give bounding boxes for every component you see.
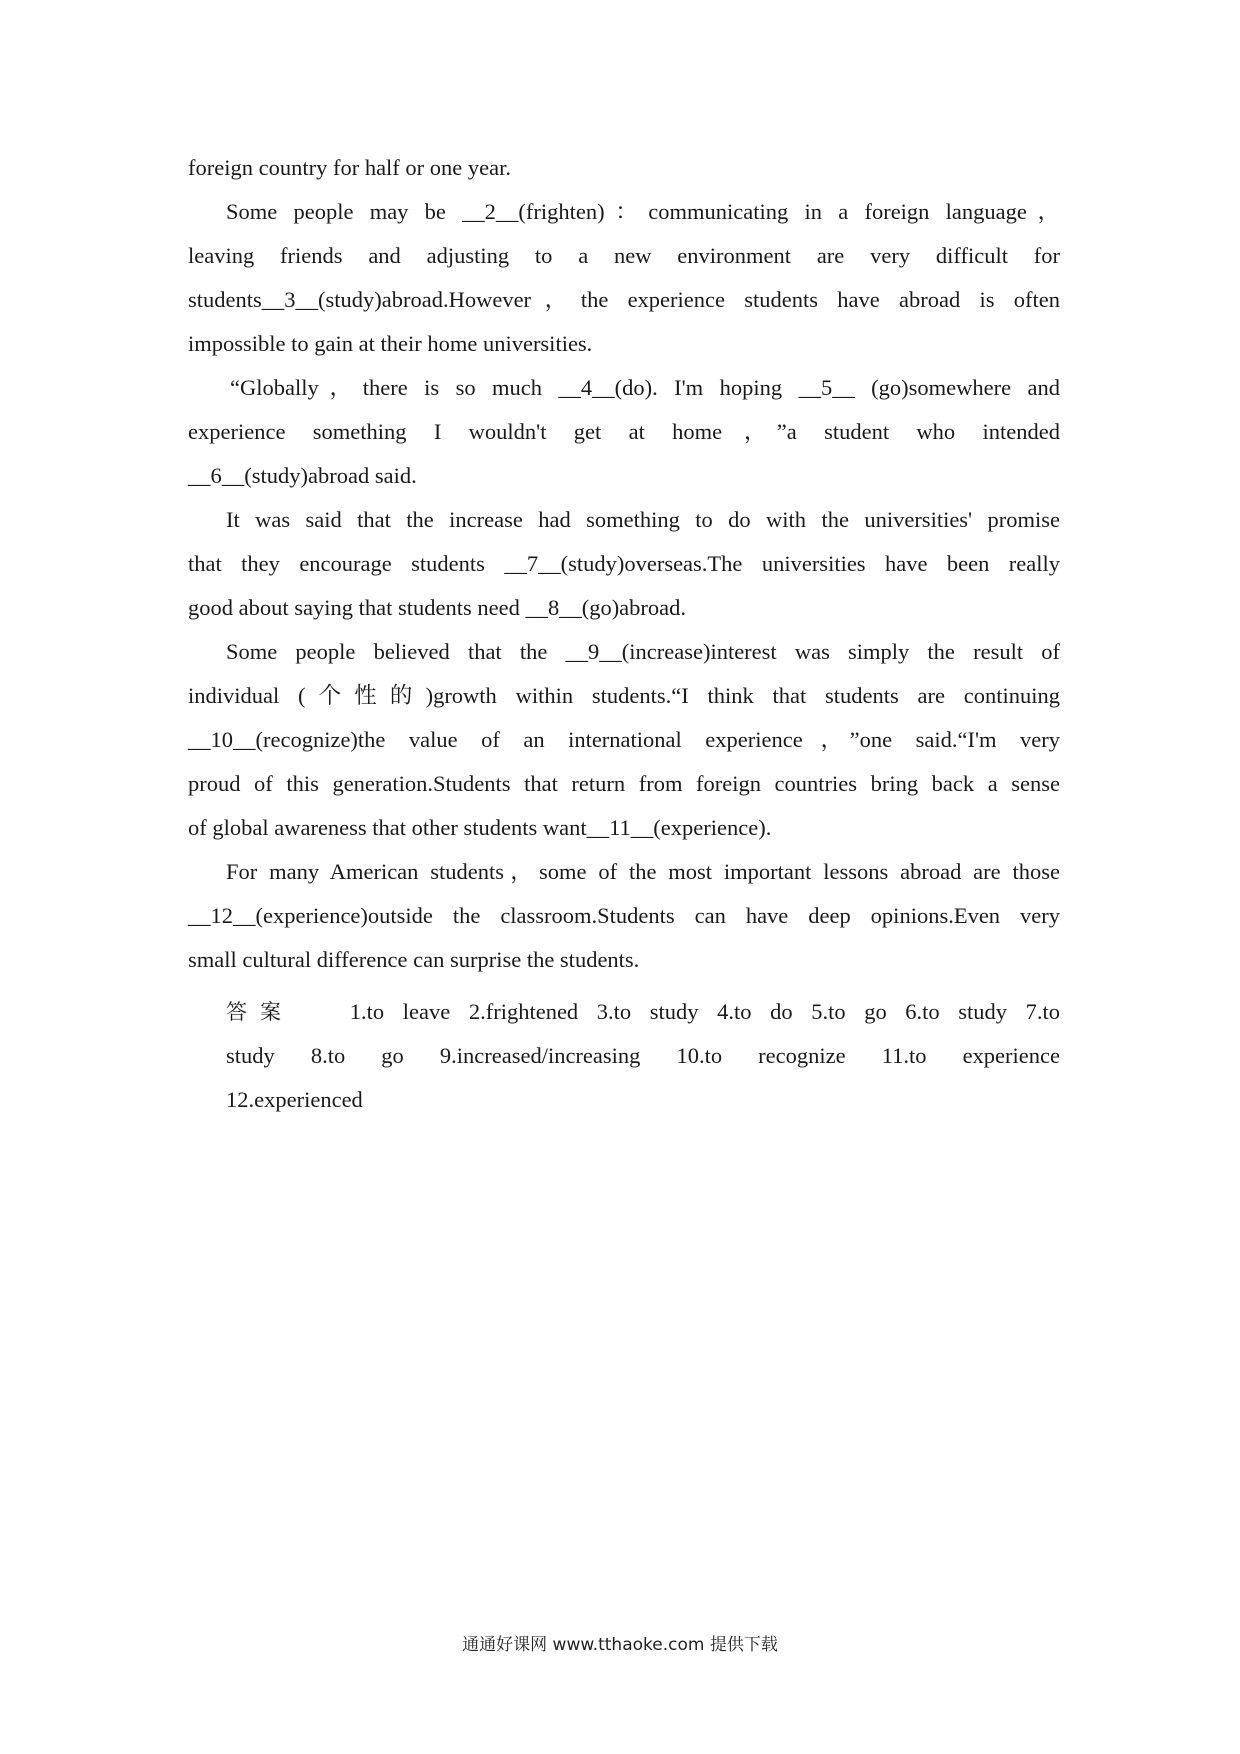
answer-line: study 8.to go 9.increased/increasing 10.to recognize 11.to experience — [226, 1043, 1060, 1068]
text-line: proud of this generation.Students that return from foreign countries bring back a sense — [188, 771, 1060, 796]
answer-line: 12.experienced — [226, 1087, 363, 1112]
text-line: impossible to gain at their home universities. — [188, 331, 593, 356]
text-line: __10__(recognize)the value of an international experience，”one said.“I'm very — [188, 727, 1060, 752]
document-body — [188, 146, 1060, 1122]
text-line: leaving friends and adjusting to a new environment are very difficult for — [188, 243, 1060, 268]
text-line: foreign country for half or one year. — [188, 155, 511, 180]
page-footer: 通通好课网 www.tthaoke.com 提供下载 — [462, 1635, 778, 1655]
text-line: __12__(experience)outside the classroom.Students can have deep opinions.Even very — [188, 903, 1060, 928]
text-line: that they encourage students __7__(study)overseas.The universities have been really — [188, 551, 1060, 576]
text-line: It was said that the increase had something to do with the universities' promise — [226, 507, 1060, 532]
text-line: Some people may be __2__(frighten)：communicating in a foreign language， — [226, 199, 1060, 224]
text-line: individual (个性的)growth within students.“I think that students are continuing — [188, 683, 1060, 708]
text-line: For many American students，some of the most important lessons abroad are those — [226, 859, 1060, 884]
text-line: good about saying that students need __8__(go)abroad. — [188, 595, 687, 620]
text-line: students__3__(study)abroad.However，the experience students have abroad is often — [188, 287, 1060, 312]
text-line: of global awareness that other students want__11__(experience). — [188, 815, 772, 840]
text-line: small cultural difference can surprise the students. — [188, 947, 640, 972]
answer-key — [188, 990, 1060, 1122]
text-line: experience something I wouldn't get at home，”a student who intended — [188, 419, 1060, 444]
text-line: __6__(study)abroad said. — [188, 463, 417, 488]
answer-label: 答案 — [226, 1000, 294, 1024]
answer-line — [188, 990, 1060, 1034]
answer-text: 1.to leave 2.frightened 3.to study 4.to do 5.to go 6.to study 7.to — [349, 999, 1061, 1024]
text-line: Some people believed that the __9__(increase)interest was simply the result of — [226, 639, 1060, 664]
text-line: “Globally，there is so much __4__(do). I'm hoping __5__ (go)somewhere and — [230, 375, 1060, 400]
